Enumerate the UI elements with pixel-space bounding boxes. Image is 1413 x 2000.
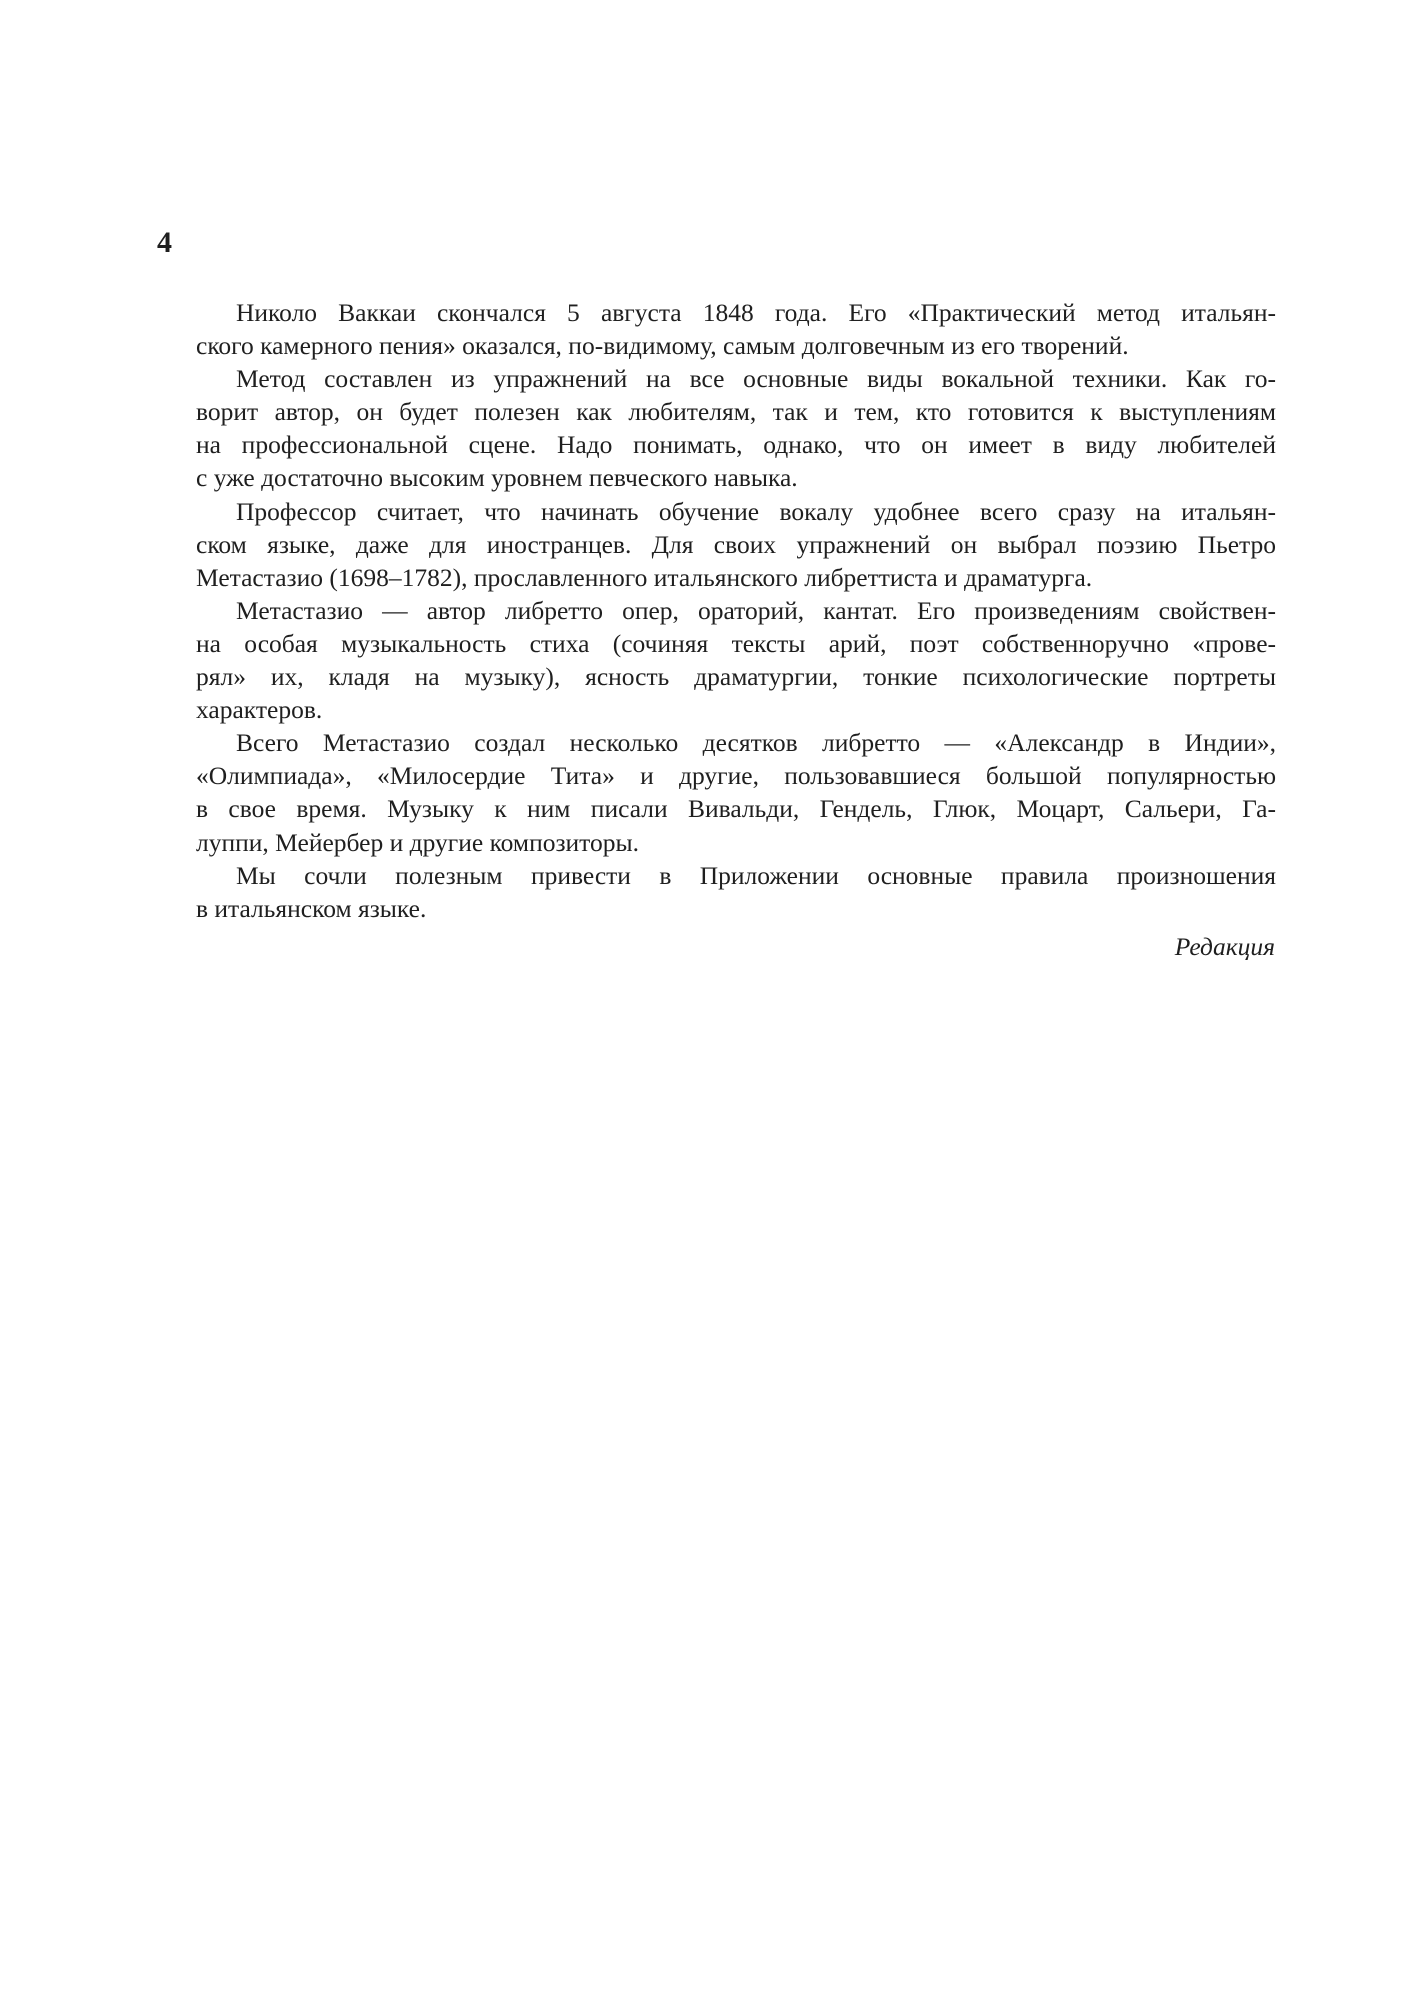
text-line: в свое время. Музыку к ним писали Вивальди, Гендель, Глюк, Моцарт, Сальери, Га- (196, 794, 1276, 824)
text-line: Метастазио (1698–1782), прославленного итальянского либреттиста и драматурга. (196, 562, 1093, 592)
text-line: луппи, Мейербер и другие композиторы. (196, 827, 640, 857)
text-line: ского камерного пения» оказался, по-видимому, самым долговечным из его творений. (196, 331, 1129, 361)
signature: Редакция (1174, 932, 1275, 961)
paragraph (196, 594, 1276, 726)
paragraph (196, 362, 1276, 494)
text-line: Всего Метастазио создал несколько десятков либретто — «Александр в Индии», (236, 728, 1276, 758)
paragraph (196, 859, 1276, 925)
text-line: на особая музыкальность стиха (сочиняя тексты арий, поэт собственноручно «прове- (196, 628, 1276, 658)
text-line: «Олимпиада», «Милосердие Тита» и другие, пользовавшиеся большой популярностью (196, 761, 1276, 791)
text-line: ском языке, даже для иностранцев. Для своих упражнений он выбрал поэзию Пьетро (196, 529, 1276, 559)
text-line: на профессиональной сцене. Надо понимать, однако, что он имеет в виду любителей (196, 430, 1276, 460)
paragraph (196, 726, 1276, 858)
page-number: 4 (157, 226, 172, 259)
paragraph (196, 296, 1276, 362)
body-text (196, 296, 1276, 925)
text-line: Метод составлен из упражнений на все основные виды вокальной техники. Как го- (236, 364, 1276, 394)
text-line: Метастазио — автор либретто опер, ораторий, кантат. Его произведениям свойствен- (236, 595, 1276, 625)
text-line: в итальянском языке. (196, 893, 427, 923)
text-line: Профессор считает, что начинать обучение вокалу удобнее всего сразу на итальян- (236, 496, 1276, 526)
text-line: Николо Ваккаи скончался 5 августа 1848 года. Его «Практический метод итальян- (236, 298, 1276, 327)
paragraph (196, 495, 1276, 594)
text-line: рял» их, кладя на музыку), ясность драматургии, тонкие психологические портреты (196, 662, 1276, 692)
text-line: с уже достаточно высоким уровнем певческого навыка. (196, 463, 798, 493)
text-line: ворит автор, он будет полезен как любителям, так и тем, кто готовится к выступлениям (196, 397, 1276, 427)
text-line: характеров. (196, 695, 323, 725)
text-line: Мы сочли полезным привести в Приложении основные правила произношения (236, 860, 1276, 890)
